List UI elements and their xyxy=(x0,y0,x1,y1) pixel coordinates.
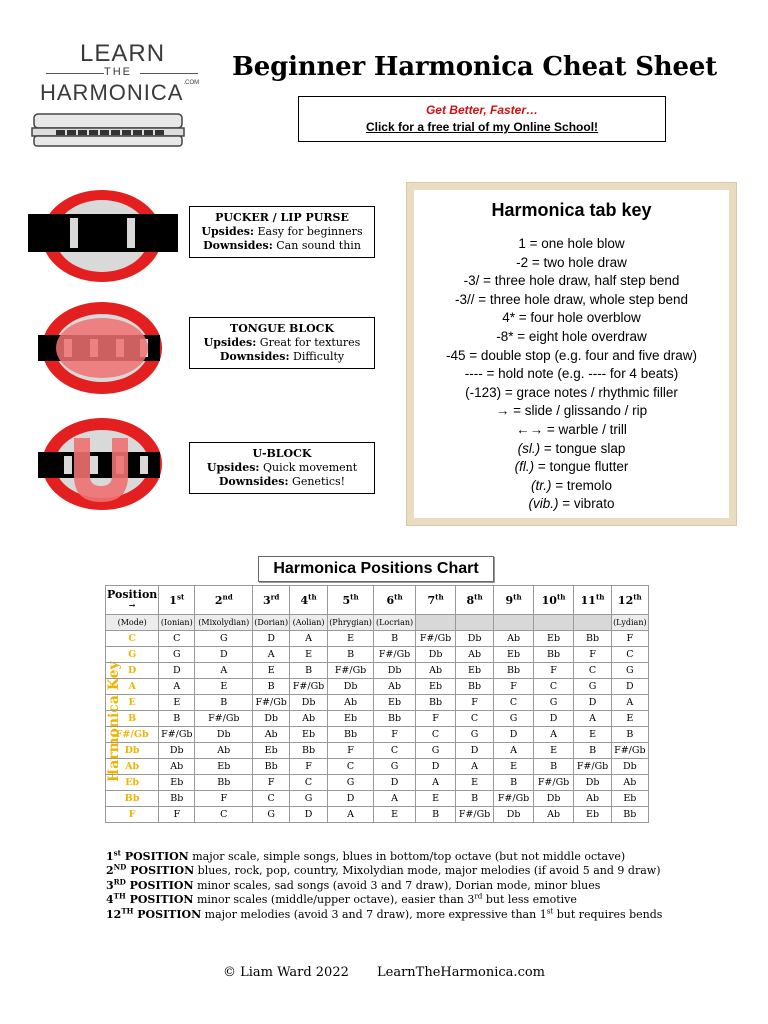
mode-cell: (Phrygian) xyxy=(328,615,374,631)
note-cell: E xyxy=(374,807,416,823)
note-cell: F xyxy=(574,647,612,663)
table-row xyxy=(106,663,649,679)
logo-text-learn: LEARN xyxy=(80,40,166,67)
note-cell: Eb xyxy=(494,647,534,663)
note-cell: Bb xyxy=(416,695,456,711)
harmonica-key-cell: B xyxy=(106,711,159,727)
note-cell: A xyxy=(494,743,534,759)
position-header-corner xyxy=(106,586,159,615)
table-row xyxy=(106,759,649,775)
note-cell: Bb xyxy=(328,727,374,743)
note-cell: E xyxy=(612,711,649,727)
note-cell: A xyxy=(374,791,416,807)
note-cell: D xyxy=(534,711,574,727)
site-logo[interactable] xyxy=(28,40,218,156)
note-cell: Db xyxy=(494,807,534,823)
note-cell: Db xyxy=(195,727,253,743)
note-cell: B xyxy=(494,775,534,791)
positions-table xyxy=(105,585,649,823)
note-cell: A xyxy=(612,695,649,711)
position-header: 8th xyxy=(456,586,494,615)
note-cell: E xyxy=(195,679,253,695)
note-cell: C xyxy=(534,679,574,695)
note-cell: G xyxy=(159,647,195,663)
note-cell: Eb xyxy=(253,743,290,759)
note-cell: E xyxy=(328,631,374,647)
note-cell: G xyxy=(416,743,456,759)
logo-text-harmonica: $HARMONICA^{.COM}$ xyxy=(40,80,200,105)
tongue-block-technique-icon xyxy=(28,300,178,396)
note-cell: Eb xyxy=(612,791,649,807)
harmonica-key-cell: E xyxy=(106,695,159,711)
harmonica-icon xyxy=(30,108,186,152)
note-cell: F#/Gb xyxy=(374,647,416,663)
note-cell: Eb xyxy=(195,759,253,775)
harmonica-key-cell: G xyxy=(106,647,159,663)
positions-chart-title: Harmonica Positions Chart xyxy=(258,556,494,582)
tab-key-item: ---- = hold note (e.g. ---- for 4 beats) xyxy=(464,366,679,382)
note-cell: Eb xyxy=(290,727,328,743)
harmonica-key-axis-label: Harmonica Key xyxy=(106,661,122,782)
note-cell: Bb xyxy=(290,743,328,759)
harmonica-key-cell: F xyxy=(106,807,159,823)
technique-downsides: Can sound thin xyxy=(276,239,361,252)
tab-key-item: (vib.) = vibrato xyxy=(528,496,615,512)
tab-key-item: 1 = one hole blow xyxy=(518,236,625,251)
technique-downsides: Genetics! xyxy=(292,475,346,488)
position-header: 7th xyxy=(416,586,456,615)
position-header: 6th xyxy=(374,586,416,615)
note-cell: C xyxy=(159,631,195,647)
position-header: 4th xyxy=(290,586,328,615)
note-cell: Ab xyxy=(574,791,612,807)
technique-upsides: Great for textures xyxy=(259,336,361,349)
pucker-technique-icon xyxy=(28,188,178,284)
note-cell: F#/Gb xyxy=(416,631,456,647)
position-note: 3RD POSITION minor scales, sad songs (avoid 3 and 7 draw), Dorian mode, minor blues xyxy=(106,877,601,892)
technique-card-pucker: PUCKER / LIP PURSE Upsides: Easy for beginners Downsides: Can sound thin xyxy=(189,206,375,258)
note-cell: E xyxy=(159,695,195,711)
note-cell: F xyxy=(456,695,494,711)
note-cell: Db xyxy=(253,711,290,727)
harmonica-key-cell: Db xyxy=(106,743,159,759)
position-note: 1st POSITION major scale, simple songs, blues in bottom/top octave (but not middle octave) xyxy=(106,848,626,863)
position-header: 1st xyxy=(159,586,195,615)
tab-key-item: -8* = eight hole overdraw xyxy=(496,328,647,344)
note-cell: Eb xyxy=(159,775,195,791)
tab-key-item: (fl.) = tongue flutter xyxy=(514,459,629,475)
note-cell: F#/Gb xyxy=(456,807,494,823)
note-cell: B xyxy=(612,727,649,743)
note-cell: F xyxy=(494,679,534,695)
copyright-text: © Liam Ward 2022 xyxy=(223,965,349,980)
note-cell: F xyxy=(534,663,574,679)
note-cell: D xyxy=(456,743,494,759)
technique-name: TONGUE BLOCK xyxy=(230,322,334,335)
note-cell: B xyxy=(253,679,290,695)
note-cell: Db xyxy=(456,631,494,647)
tab-key-item: → = slide / glissando / rip xyxy=(495,403,648,419)
position-note: 12TH POSITION major melodies (avoid 3 and 7 draw), more expressive than 1st but requires bends xyxy=(106,905,663,921)
note-cell: F#/Gb xyxy=(574,759,612,775)
note-cell: C xyxy=(195,807,253,823)
note-cell: G xyxy=(456,727,494,743)
technique-name: U-BLOCK xyxy=(252,447,312,460)
table-row xyxy=(106,791,649,807)
table-row xyxy=(106,647,649,663)
note-cell: A xyxy=(534,727,574,743)
free-trial-link[interactable]: Click for a free trial of my Online School! xyxy=(365,120,599,134)
note-cell: Eb xyxy=(416,679,456,695)
note-cell: Ab xyxy=(253,727,290,743)
note-cell: F#/Gb xyxy=(253,695,290,711)
note-cell: D xyxy=(328,791,374,807)
mode-cell: (Mixolydian) xyxy=(195,615,253,631)
note-cell: Ab xyxy=(456,647,494,663)
note-cell: C xyxy=(494,695,534,711)
note-cell: Eb xyxy=(328,711,374,727)
note-cell: B xyxy=(456,791,494,807)
logo-text-the: THE xyxy=(104,66,132,78)
note-cell: Ab xyxy=(416,663,456,679)
note-cell: F xyxy=(159,807,195,823)
note-cell: B xyxy=(290,663,328,679)
note-cell: Ab xyxy=(328,695,374,711)
mode-cell: (Lydian) xyxy=(612,615,649,631)
position-header: 9th xyxy=(494,586,534,615)
note-cell: F xyxy=(374,727,416,743)
note-cell: Db xyxy=(159,743,195,759)
logo-divider-right xyxy=(140,73,198,74)
harmonica-key-cell: Eb xyxy=(106,775,159,791)
mode-cell xyxy=(416,615,456,631)
mode-cell: (Locrian) xyxy=(374,615,416,631)
table-row xyxy=(106,807,649,823)
note-cell: F#/Gb xyxy=(328,663,374,679)
note-cell: G xyxy=(195,631,253,647)
note-cell: Bb xyxy=(534,647,574,663)
arrow-right-icon: → xyxy=(128,600,136,610)
note-cell: B xyxy=(159,711,195,727)
note-cell: C xyxy=(574,663,612,679)
note-cell: G xyxy=(612,663,649,679)
corner-label: Position xyxy=(107,588,158,601)
mode-cell xyxy=(534,615,574,631)
note-cell: Db xyxy=(574,775,612,791)
note-cell: Bb xyxy=(374,711,416,727)
position-header: 10th xyxy=(534,586,574,615)
note-cell: G xyxy=(574,679,612,695)
technique-name: PUCKER / LIP PURSE xyxy=(215,211,349,224)
position-note: 4TH POSITION minor scales (middle/upper octave), easier than 3rd but less emotive xyxy=(106,891,577,907)
note-cell: Ab xyxy=(534,807,574,823)
note-cell: B xyxy=(374,631,416,647)
technique-card-u-block: U-BLOCK Upsides: Quick movement Downsides: Genetics! xyxy=(189,442,375,494)
note-cell: D xyxy=(612,679,649,695)
note-cell: E xyxy=(416,791,456,807)
note-cell: F#/Gb xyxy=(612,743,649,759)
note-cell: C xyxy=(456,711,494,727)
footer xyxy=(0,965,768,980)
note-cell: D xyxy=(253,631,290,647)
note-cell: F xyxy=(612,631,649,647)
note-cell: Bb xyxy=(494,663,534,679)
note-cell: Db xyxy=(612,759,649,775)
note-cell: F xyxy=(290,759,328,775)
tab-key-item: 4* = four hole overblow xyxy=(502,310,641,326)
note-cell: D xyxy=(416,759,456,775)
table-row xyxy=(106,631,649,647)
website-link[interactable]: LearnTheHarmonica.com xyxy=(377,965,545,980)
note-cell: B xyxy=(416,807,456,823)
note-cell: E xyxy=(574,727,612,743)
note-cell: Db xyxy=(328,679,374,695)
position-note: 2ND POSITION blues, rock, pop, country, Mixolydian mode, major melodies (if avoid 5 and 9 draw) xyxy=(106,862,661,878)
note-cell: B xyxy=(534,759,574,775)
note-cell: B xyxy=(195,695,253,711)
note-cell: Eb xyxy=(374,695,416,711)
note-cell: Bb xyxy=(574,631,612,647)
note-cell: G xyxy=(253,807,290,823)
note-cell: C xyxy=(374,743,416,759)
note-cell: A xyxy=(328,807,374,823)
technique-card-tongue-block: TONGUE BLOCK Upsides: Great for textures Downsides: Difficulty xyxy=(189,317,375,369)
note-cell: Ab xyxy=(374,679,416,695)
note-cell: G xyxy=(328,775,374,791)
note-cell: A xyxy=(416,775,456,791)
note-cell: Bb xyxy=(253,759,290,775)
note-cell: G xyxy=(534,695,574,711)
note-cell: F#/Gb xyxy=(534,775,574,791)
tab-key-panel xyxy=(407,183,736,525)
note-cell: E xyxy=(456,775,494,791)
harmonica-key-cell: Ab xyxy=(106,759,159,775)
mode-cell: (Ionian) xyxy=(159,615,195,631)
note-cell: E xyxy=(494,759,534,775)
note-cell: Bb xyxy=(159,791,195,807)
note-cell: G xyxy=(374,759,416,775)
u-block-technique-icon xyxy=(28,416,178,512)
note-cell: A xyxy=(159,679,195,695)
note-cell: Bb xyxy=(195,775,253,791)
note-cell: Db xyxy=(290,695,328,711)
note-cell: C xyxy=(416,727,456,743)
note-cell: Ab xyxy=(159,759,195,775)
tab-key-item: ←→ = warble / trill xyxy=(516,421,627,437)
note-cell: Ab xyxy=(494,631,534,647)
position-header: 11th xyxy=(574,586,612,615)
table-row xyxy=(106,695,649,711)
note-cell: B xyxy=(328,647,374,663)
note-cell: D xyxy=(195,647,253,663)
table-row xyxy=(106,775,649,791)
note-cell: D xyxy=(574,695,612,711)
page-title: Beginner Harmonica Cheat Sheet xyxy=(232,52,717,82)
promo-tagline: Get Better, Faster… xyxy=(425,103,539,117)
note-cell: F#/Gb xyxy=(290,679,328,695)
position-header: 12th xyxy=(612,586,649,615)
note-cell: A xyxy=(456,759,494,775)
note-cell: D xyxy=(374,775,416,791)
tab-key-item: (sl.) = tongue slap xyxy=(517,440,626,456)
tab-key-item: (-123) = grace notes / rhythmic filler xyxy=(465,384,678,400)
note-cell: A xyxy=(574,711,612,727)
table-row xyxy=(106,679,649,695)
tab-key-item: (tr.) = tremolo xyxy=(531,477,612,493)
table-row xyxy=(106,711,649,727)
note-cell: B xyxy=(574,743,612,759)
note-cell: F xyxy=(253,775,290,791)
position-header: 2nd xyxy=(195,586,253,615)
note-cell: D xyxy=(494,727,534,743)
note-cell: F xyxy=(328,743,374,759)
mode-label: (Mode) xyxy=(106,615,159,631)
note-cell: F#/Gb xyxy=(159,727,195,743)
note-cell: Eb xyxy=(574,807,612,823)
note-cell: E xyxy=(534,743,574,759)
note-cell: Db xyxy=(374,663,416,679)
note-cell: A xyxy=(195,663,253,679)
tab-key-item: -3/ = three hole draw, half step bend xyxy=(463,273,680,289)
mode-cell xyxy=(494,615,534,631)
note-cell: Db xyxy=(534,791,574,807)
harmonica-key-cell: F#/Gb xyxy=(106,727,159,743)
note-cell: F xyxy=(195,791,253,807)
note-cell: E xyxy=(290,647,328,663)
note-cell: D xyxy=(290,807,328,823)
note-cell: Ab xyxy=(612,775,649,791)
note-cell: Eb xyxy=(456,663,494,679)
harmonica-key-cell: A xyxy=(106,679,159,695)
note-cell: G xyxy=(290,791,328,807)
note-cell: F#/Gb xyxy=(195,711,253,727)
position-notes xyxy=(106,850,662,922)
note-cell: A xyxy=(290,631,328,647)
note-cell: F#/Gb xyxy=(494,791,534,807)
technique-downsides: Difficulty xyxy=(293,350,345,363)
tab-key-item: -2 = two hole draw xyxy=(516,254,627,270)
tab-key-item: -45 = double stop (e.g. four and five draw) xyxy=(445,347,698,363)
note-cell: C xyxy=(290,775,328,791)
note-cell: C xyxy=(612,647,649,663)
note-cell: Eb xyxy=(534,631,574,647)
position-header: 5th xyxy=(328,586,374,615)
tab-key-list xyxy=(414,235,729,514)
note-cell: G xyxy=(494,711,534,727)
note-cell: F xyxy=(416,711,456,727)
mode-cell: (Dorian) xyxy=(253,615,290,631)
tab-key-item: -3// = three hole draw, whole step bend xyxy=(454,291,689,307)
harmonica-key-cell: Bb xyxy=(106,791,159,807)
position-header: 3rd xyxy=(253,586,290,615)
harmonica-key-cell: C xyxy=(106,631,159,647)
mode-cell: (Aolian) xyxy=(290,615,328,631)
note-cell: Bb xyxy=(456,679,494,695)
promo-box[interactable] xyxy=(298,96,666,142)
note-cell: E xyxy=(253,663,290,679)
note-cell: C xyxy=(253,791,290,807)
table-row xyxy=(106,727,649,743)
mode-cell xyxy=(574,615,612,631)
note-cell: A xyxy=(253,647,290,663)
note-cell: Bb xyxy=(612,807,649,823)
harmonica-key-cell: D xyxy=(106,663,159,679)
technique-upsides: Easy for beginners xyxy=(257,225,363,238)
note-cell: D xyxy=(159,663,195,679)
technique-upsides: Quick movement xyxy=(262,461,358,474)
note-cell: Ab xyxy=(195,743,253,759)
note-cell: Db xyxy=(416,647,456,663)
table-row xyxy=(106,743,649,759)
note-cell: Ab xyxy=(290,711,328,727)
tab-key-title: Harmonica tab key xyxy=(491,200,652,220)
mode-cell xyxy=(456,615,494,631)
note-cell: C xyxy=(328,759,374,775)
